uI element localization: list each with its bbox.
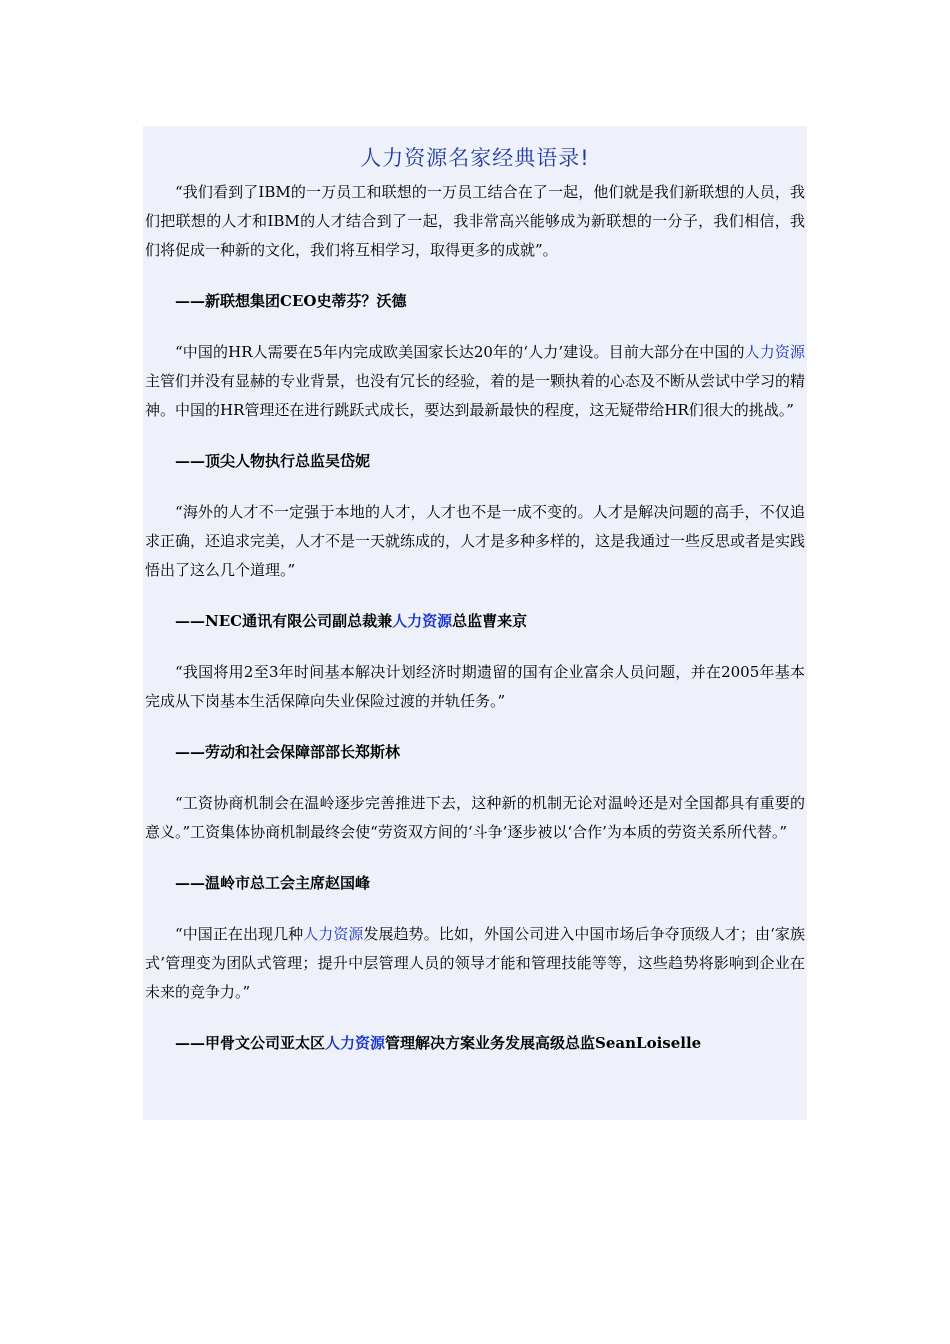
quote-attribution [145, 607, 805, 636]
attribution-text: 管理解决方案业务发展高级总监SeanLoiselle [385, 1034, 702, 1052]
quote-attribution [145, 287, 805, 316]
quote-text: 发展趋势。比如，外国公司进入中国市场后争夺顶级人才；由‘家族式’管理变为团队式管理；提升中层管理人员的领导才能和管理技能等等，这些趋势将影响到企业在未来的竞争力。” [145, 925, 805, 1001]
attribution-text: ——顶尖人物执行总监吴岱妮 [175, 452, 371, 470]
attribution-text: 总监曹来京 [452, 612, 528, 630]
hr-link[interactable]: 人力资源 [325, 1034, 386, 1052]
attribution-text: ——温岭市总工会主席赵国峰 [175, 874, 371, 892]
quote-paragraph [145, 338, 805, 425]
quote-text: “海外的人才不一定强于本地的人才，人才也不是一成不变的。人才是解决问题的高手，不仅追求正确，还追求完美，人才不是一天就练成的，人才是多种多样的，这是我通过一些反思或者是实践悟出了这么几个道理。” [145, 503, 806, 579]
hr-link[interactable]: 人力资源 [303, 925, 364, 943]
quote-paragraph [145, 789, 805, 847]
document-panel [143, 126, 807, 1120]
quote-attribution [145, 447, 805, 476]
quote-paragraph [145, 498, 805, 585]
quote-text: “中国的HR人需要在5年内完成欧美国家长达20年的‘人力’建设。目前大部分在中国的 [175, 343, 745, 361]
quote-text: “我国将用2至3年时间基本解决计划经济时期遗留的国有企业富余人员问题，并在2005年基本完成从下岗基本生活保障向失业保险过渡的并轨任务。” [145, 663, 805, 710]
attribution-text: ——NEC通讯有限公司副总裁兼 [175, 612, 393, 630]
quote-text: “工资协商机制会在温岭逐步完善推进下去，这种新的机制无论对温岭还是对全国都具有重要的意义。”工资集体协商机制最终会使“劳资双方间的‘斗争’逐步被以‘合作’为本质的劳资关系所代替。” [145, 794, 805, 841]
quote-text: “我们看到了IBM的一万员工和联想的一万员工结合在了一起，他们就是我们新联想的人员，我们把联想的人才和IBM的人才结合到了一起，我非常高兴能够成为新联想的一分子，我们相信，我们将促成一种新的文化，我们将互相学习，取得更多的成就”。 [145, 183, 805, 259]
quote-attribution [145, 869, 805, 898]
quote-text: 主管们并没有显赫的专业背景，也没有冗长的经验，着的是一颗执着的心态及不断从尝试中学习的精神。中国的HR管理还在进行跳跃式成长，要达到最新最快的程度，这无疑带给HR们很大的挑战。” [145, 372, 806, 419]
hr-link[interactable]: 人力资源 [744, 343, 805, 361]
hr-link[interactable]: 人力资源 [392, 612, 453, 630]
quote-paragraph [145, 178, 805, 265]
attribution-text: ——劳动和社会保障部部长郑斯林 [175, 743, 401, 761]
quote-text: “中国正在出现几种 [175, 925, 304, 943]
document-title: 人力资源名家经典语录! [360, 146, 590, 170]
quote-attribution [145, 1029, 805, 1058]
quote-attribution [145, 738, 805, 767]
quote-paragraph [145, 658, 805, 716]
quote-paragraph [145, 920, 805, 1007]
attribution-text: ——甲骨文公司亚太区 [175, 1034, 326, 1052]
attribution-text: ——新联想集团CEO史蒂芬？沃德 [175, 292, 407, 310]
